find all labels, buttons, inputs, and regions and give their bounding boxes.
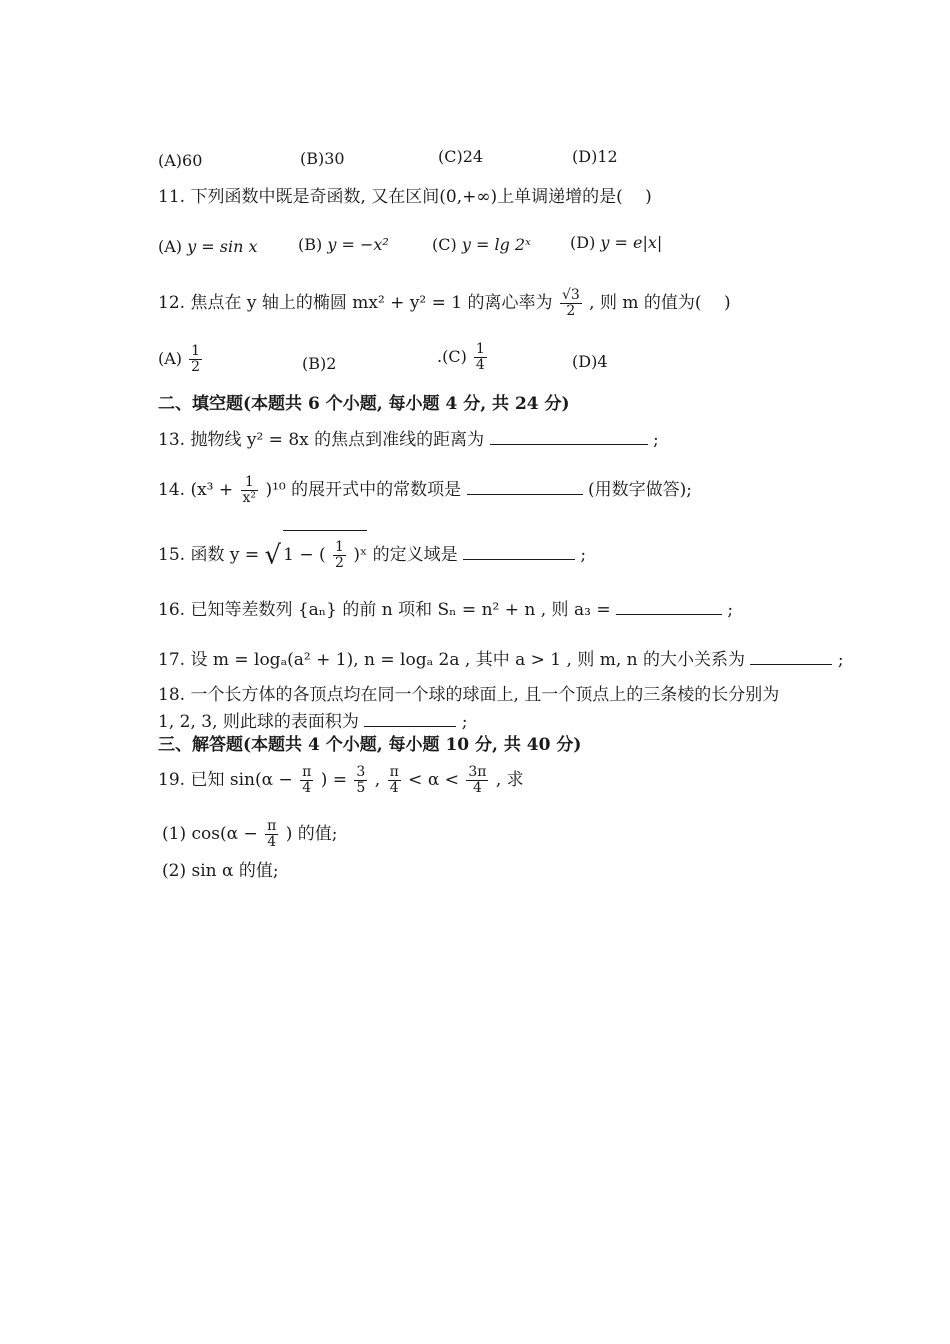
- q19-mid3: < α <: [408, 770, 459, 790]
- q14: [158, 470, 692, 510]
- q12-a-num: 1: [191, 343, 201, 359]
- section2-title: 二、填空题(本题共 6 个小题, 每小题 4 分, 共 24 分): [158, 394, 570, 414]
- q12-stem-after: , 则 m 的值为( ): [589, 293, 731, 313]
- q19-frac2-num: 3: [356, 764, 366, 780]
- q16-answer-blank[interactable]: [616, 598, 722, 615]
- q11-option-a: [158, 237, 258, 256]
- q11-option-b: [298, 235, 389, 254]
- q12-fraction: [560, 288, 582, 319]
- q12-c-label: .(C): [437, 347, 467, 366]
- q15-frac-den: 2: [335, 555, 344, 571]
- q14-frac-den: x²: [242, 490, 257, 506]
- q11-stem: 11. 下列函数中既是奇函数, 又在区间(0,+∞)上单调递增的是( ): [158, 187, 652, 207]
- q18-answer-blank[interactable]: [364, 710, 456, 727]
- q12-stem-before: 12. 焦点在 y 轴上的椭圆 mx² + y² = 1 的离心率为: [158, 293, 553, 313]
- q10-option-c: (C)24: [438, 147, 484, 166]
- q19-after: , 求: [495, 770, 524, 790]
- q13-text: 13. 抛物线 y² = 8x 的焦点到准线的距离为: [158, 430, 485, 450]
- sqrt-icon: √: [264, 540, 282, 571]
- q15-fraction: [333, 540, 346, 571]
- q19-mid2: ,: [374, 770, 381, 790]
- q12-c-num: 1: [475, 341, 485, 357]
- q19-frac3: [388, 765, 401, 796]
- q15-radicand-before: 1 − (: [283, 545, 326, 565]
- q11-a-expr: y = sin x: [187, 237, 258, 256]
- q15-after: ;: [580, 545, 587, 565]
- q18-line2-text: 1, 2, 3, 则此球的表面积为: [158, 712, 359, 732]
- q12-option-a: [158, 344, 204, 375]
- q10-option-d: (D)12: [572, 147, 618, 166]
- q14-answer-blank[interactable]: [467, 478, 583, 495]
- q19-stem: [158, 760, 524, 800]
- q16-end: ;: [727, 600, 734, 620]
- q15-radicand: [283, 530, 367, 577]
- q15-mid: 的定义域是: [372, 545, 458, 565]
- q12-option-b: (B)2: [302, 354, 337, 373]
- q15-answer-blank[interactable]: [463, 543, 575, 560]
- q19-p1-den: 4: [267, 834, 277, 850]
- q14-before: 14. (x³ +: [158, 480, 234, 500]
- q12-c-fraction: [474, 342, 487, 373]
- q19-frac2-den: 5: [356, 780, 366, 796]
- q19-frac3-den: 4: [389, 780, 399, 796]
- q19-frac4-num: 3π: [468, 764, 487, 780]
- q19-p1-num: π: [267, 818, 277, 834]
- q19-frac4: [466, 765, 488, 796]
- q16: [158, 598, 733, 621]
- q14-frac-num: 1: [241, 475, 259, 491]
- q18-line2: [158, 710, 467, 733]
- q10-option-b: (B)30: [300, 149, 345, 168]
- q15-radicand-after: )ˣ: [353, 545, 368, 565]
- q18-line1: 18. 一个长方体的各顶点均在同一个球的球面上, 且一个顶点上的三条棱的长分别为: [158, 685, 780, 705]
- q11-option-d: [570, 233, 662, 252]
- q17: [158, 648, 844, 671]
- q19-p1-after: ) 的值;: [285, 824, 338, 844]
- q13: [158, 428, 659, 451]
- q19-frac1: [300, 765, 313, 796]
- q19-before: 19. 已知 sin(α −: [158, 770, 293, 790]
- q11-a-label: (A): [158, 237, 183, 256]
- q12-c-den: 4: [475, 357, 485, 373]
- section3-title: 三、解答题(本题共 4 个小题, 每小题 10 分, 共 40 分): [158, 735, 582, 755]
- q12-a-label: (A): [158, 349, 183, 368]
- q15: [158, 530, 586, 578]
- q19-frac2: [354, 765, 367, 796]
- q19-frac1-den: 4: [302, 780, 312, 796]
- q11-b-label: (B): [298, 235, 323, 254]
- q12-option-d: (D)4: [572, 352, 608, 371]
- q11-b-expr: y = −x²: [327, 235, 389, 254]
- q17-text: 17. 设 m = logₐ(a² + 1), n = logₐ 2a , 其中 a > 1 , 则 m, n 的大小关系为: [158, 650, 745, 670]
- q14-mid: )¹⁰ 的展开式中的常数项是: [265, 480, 462, 500]
- q15-frac-num: 1: [335, 539, 344, 555]
- q18-end: ;: [461, 712, 468, 732]
- q19-frac3-num: π: [389, 764, 399, 780]
- q14-after: (用数字做答);: [587, 480, 692, 500]
- q19-frac4-den: 4: [472, 780, 482, 796]
- q12-frac-den: 2: [566, 303, 576, 319]
- q12-option-c: [437, 342, 489, 373]
- q11-c-label: (C): [432, 235, 457, 254]
- q11-d-label: (D): [570, 233, 596, 252]
- q11-d-expr: y = e|x|: [600, 233, 663, 252]
- q19-frac1-num: π: [302, 764, 312, 780]
- q11-c-expr: y = lg 2ˣ: [461, 235, 531, 254]
- q12-a-fraction: [189, 344, 202, 375]
- q19-part2: (2) sin α 的值;: [162, 861, 279, 881]
- q19-part1: [162, 814, 338, 854]
- q12-stem: [158, 283, 731, 323]
- q14-fraction: [241, 475, 259, 506]
- q12-frac-num: √3: [561, 287, 580, 303]
- q19-p1-fraction: [265, 819, 278, 850]
- q16-text: 16. 已知等差数列 {aₙ} 的前 n 项和 Sₙ = n² + n , 则 a₃ =: [158, 600, 611, 620]
- q19-mid1: ) =: [320, 770, 348, 790]
- q17-answer-blank[interactable]: [750, 648, 832, 665]
- q11-option-c: [432, 235, 531, 254]
- q10-option-a: (A)60: [158, 151, 203, 170]
- q12-a-den: 2: [191, 359, 201, 375]
- q19-p1-before: (1) cos(α −: [162, 824, 258, 844]
- q13-end: ;: [652, 430, 659, 450]
- q17-end: ;: [837, 650, 844, 670]
- q13-answer-blank[interactable]: [490, 428, 648, 445]
- q15-before: 15. 函数 y =: [158, 545, 260, 565]
